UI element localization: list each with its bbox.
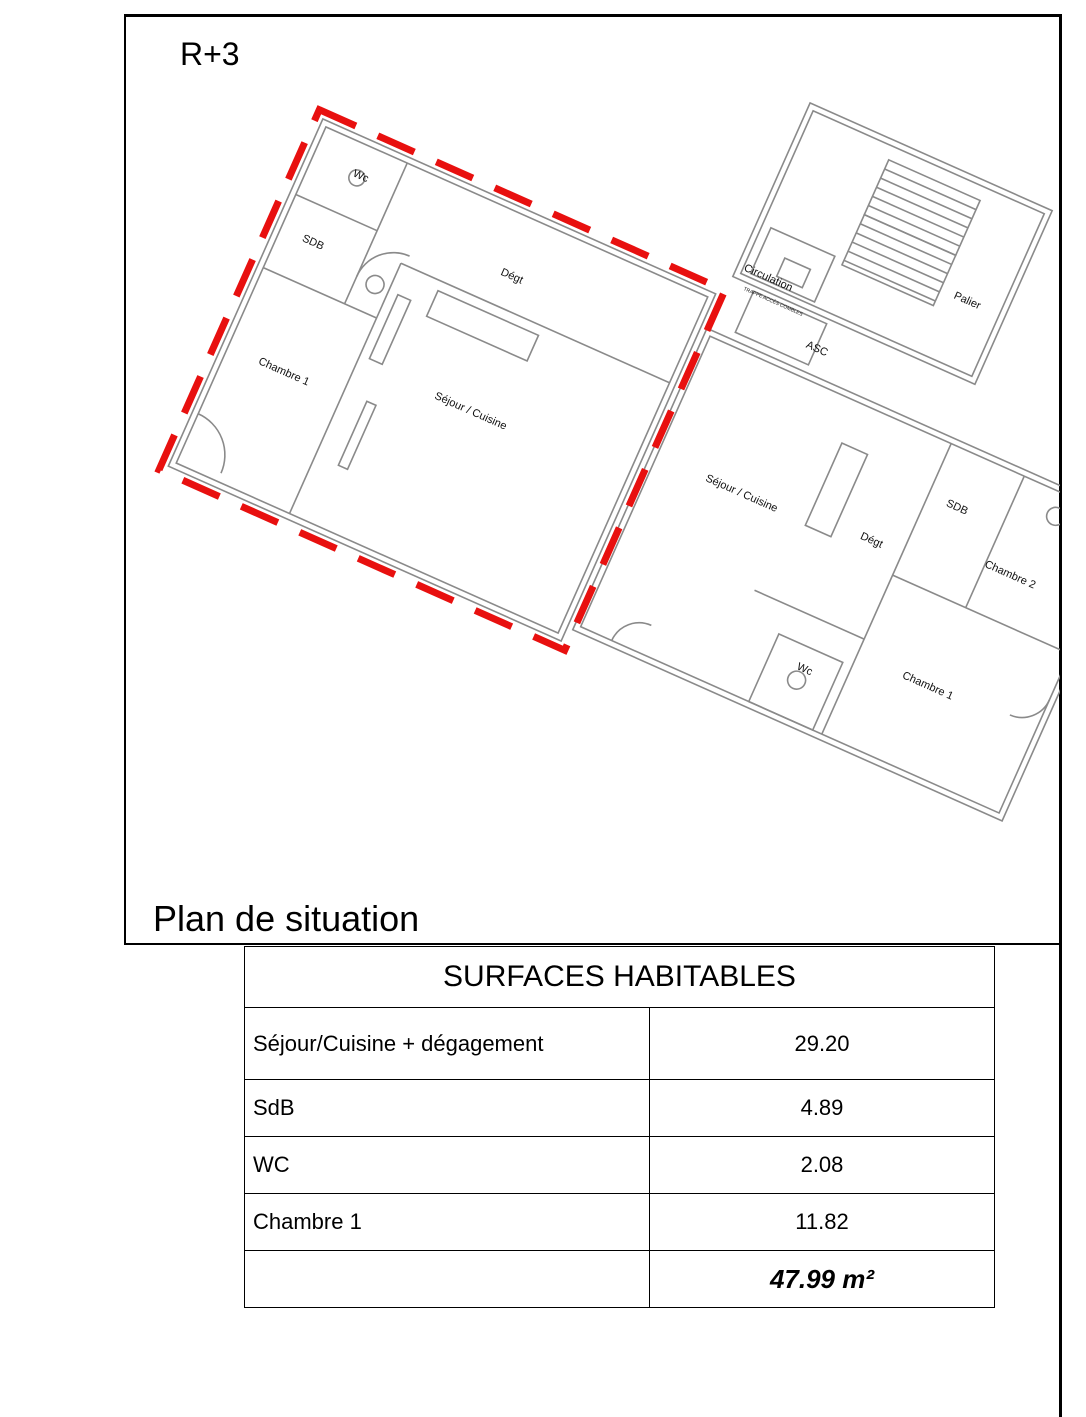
room-label-wc: Wc — [351, 167, 371, 186]
room-label-chambre-1-b: Chambre 1 — [900, 669, 956, 703]
room-label-wc-b: Wc — [794, 660, 815, 679]
table-row — [245, 1008, 995, 1080]
room-label-sejour-cuisine: Séjour / Cuisine — [432, 390, 509, 433]
level-label: R+3 — [180, 36, 240, 72]
table-row — [245, 1137, 995, 1194]
total-area-cell: 47.99 m² — [650, 1251, 995, 1308]
room-label-degagement-b: Dégt — [858, 530, 885, 551]
room-label-asc: ASC — [804, 338, 830, 360]
surfaces-table — [244, 946, 995, 1308]
total-label-cell — [245, 1251, 650, 1308]
room-name-cell: Séjour/Cuisine + dégagement — [245, 1008, 650, 1080]
highlight-outline — [159, 110, 725, 651]
room-label-sdb: SDB — [300, 232, 326, 253]
apartment-a-plan — [168, 119, 715, 641]
room-label-palier: Palier — [951, 289, 983, 313]
table-row — [245, 1080, 995, 1137]
floor-plan — [124, 60, 1060, 880]
room-label-sdb-b: SDB — [944, 497, 970, 518]
room-label-trappe: TRAPPE ACCÈS COMBLES — [742, 286, 804, 318]
room-name-cell: WC — [245, 1137, 650, 1194]
table-row — [245, 1194, 995, 1251]
table-total-row — [245, 1251, 995, 1308]
room-label-degagement: Dégt — [498, 266, 525, 287]
room-label-chambre-2: Chambre 2 — [982, 558, 1038, 592]
core-plan — [712, 103, 1052, 430]
apartment-b-plan — [573, 328, 1060, 821]
frame-top-line — [124, 14, 1062, 17]
room-name-cell: SdB — [245, 1080, 650, 1137]
table-title: SURFACES HABITABLES — [245, 947, 995, 1008]
room-label-circulation: Circulation — [742, 261, 795, 295]
room-area-cell: 4.89 — [650, 1080, 995, 1137]
room-area-cell: 11.82 — [650, 1194, 995, 1251]
room-label-sejour-cuisine-b: Séjour / Cuisine — [703, 472, 780, 515]
frame-separator-line — [124, 943, 1062, 945]
room-name-cell: Chambre 1 — [245, 1194, 650, 1251]
room-label-chambre: Chambre 1 — [256, 355, 312, 389]
plan-caption: Plan de situation — [153, 898, 420, 939]
room-area-cell: 2.08 — [650, 1137, 995, 1194]
table-header-row — [245, 947, 995, 1008]
room-area-cell: 29.20 — [650, 1008, 995, 1080]
